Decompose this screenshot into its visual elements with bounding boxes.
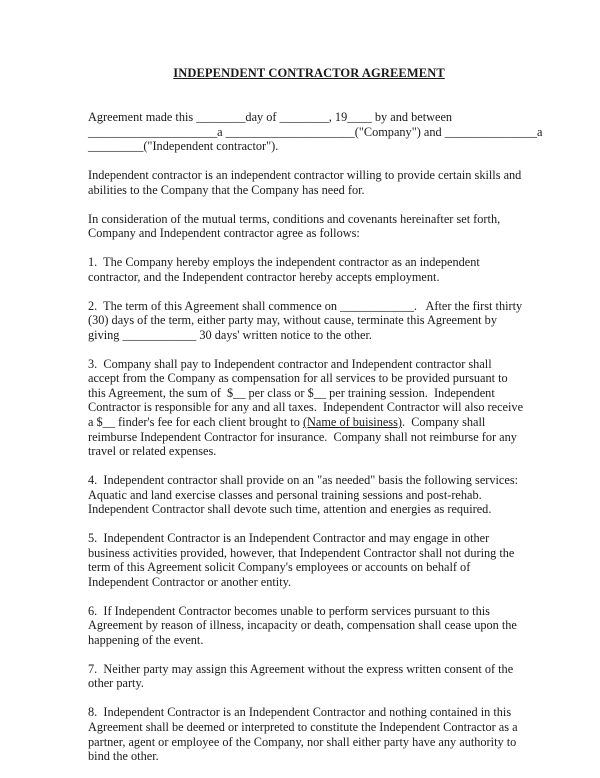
clause-2: 2. The term of this Agreement shall commence on ____________. After the first thirty (30) days of the term, either party may, without cause, terminate this Agreement by giving ____________ 30 days' written notice to the other. (88, 298, 526, 342)
intro-paragraph: Independent contractor is an independent contractor willing to provide certain skills and abilities to the Company that the Company has need for. (88, 168, 525, 197)
document-title: INDEPENDENT CONTRACTOR AGREEMENT (173, 66, 445, 80)
preamble-line-2: _____________________a _____________________("Company") and _______________a (88, 124, 543, 139)
preamble (88, 110, 543, 154)
clause-5: 5. Independent Contractor is an Independent Contractor and may engage in other business activities provided, however, that Independent Contractor shall not during the term of this Agreement solicit Company's employees or accounts on behalf of Independent Contractor or another entity. (88, 531, 518, 589)
preamble-line-1: Agreement made this ________day of ________, 19____ by and between (88, 110, 453, 124)
clause-3-text-after: . Company shall reimburse Independent Contractor for insurance. Company shall not reimburse for any travel or related expenses. (88, 414, 520, 459)
clause-8: 8. Independent Contractor is an Independent Contractor and nothing contained in this Agreement shall be deemed or interpreted to constitute the Independent Contractor as a partner, agent or employee of the Company, nor shall either party have any authority to bind the other. (88, 705, 521, 764)
clause-6: 6. If Independent Contractor becomes unable to perform services pursuant to this Agreement by reason of illness, incapacity or death, compensation shall cease upon the happening of the event. (88, 603, 520, 647)
clause-3 (88, 356, 527, 459)
business-name-placeholder: (Name of buisiness) (302, 414, 402, 429)
document-page (88, 66, 543, 778)
consideration-paragraph: In consideration of the mutual terms, conditions and covenants hereinafter set forth, Company and Independent contractor agree as follows: (88, 211, 504, 241)
preamble-line-3: _________("Independent contractor"). (88, 139, 279, 154)
clause-3-text-before: 3. Company shall pay to Independent contractor and Independent contractor shall accept from the Company as compensation for all services to be provided pursuant to this Agreement, the sum of $__ per class or $__ per training session. Independent Contractor is responsible for any and all taxes. Independent Contractor will also receive a $__ finder's fee for each client brought to (88, 356, 527, 429)
clause-4: 4. Independent contractor shall provide on an "as needed" basis the following services: Aquatic and land exercise classes and personal training sessions and post-rehab. Independent Contractor shall devote such time, attention and energies as required. (88, 473, 521, 517)
clause-1: 1. The Company hereby employs the independent contractor as an independent contractor, and the Independent contractor hereby accepts employment. (88, 255, 483, 284)
clause-7: 7. Neither party may assign this Agreement without the express written consent of the other party. (88, 661, 517, 691)
